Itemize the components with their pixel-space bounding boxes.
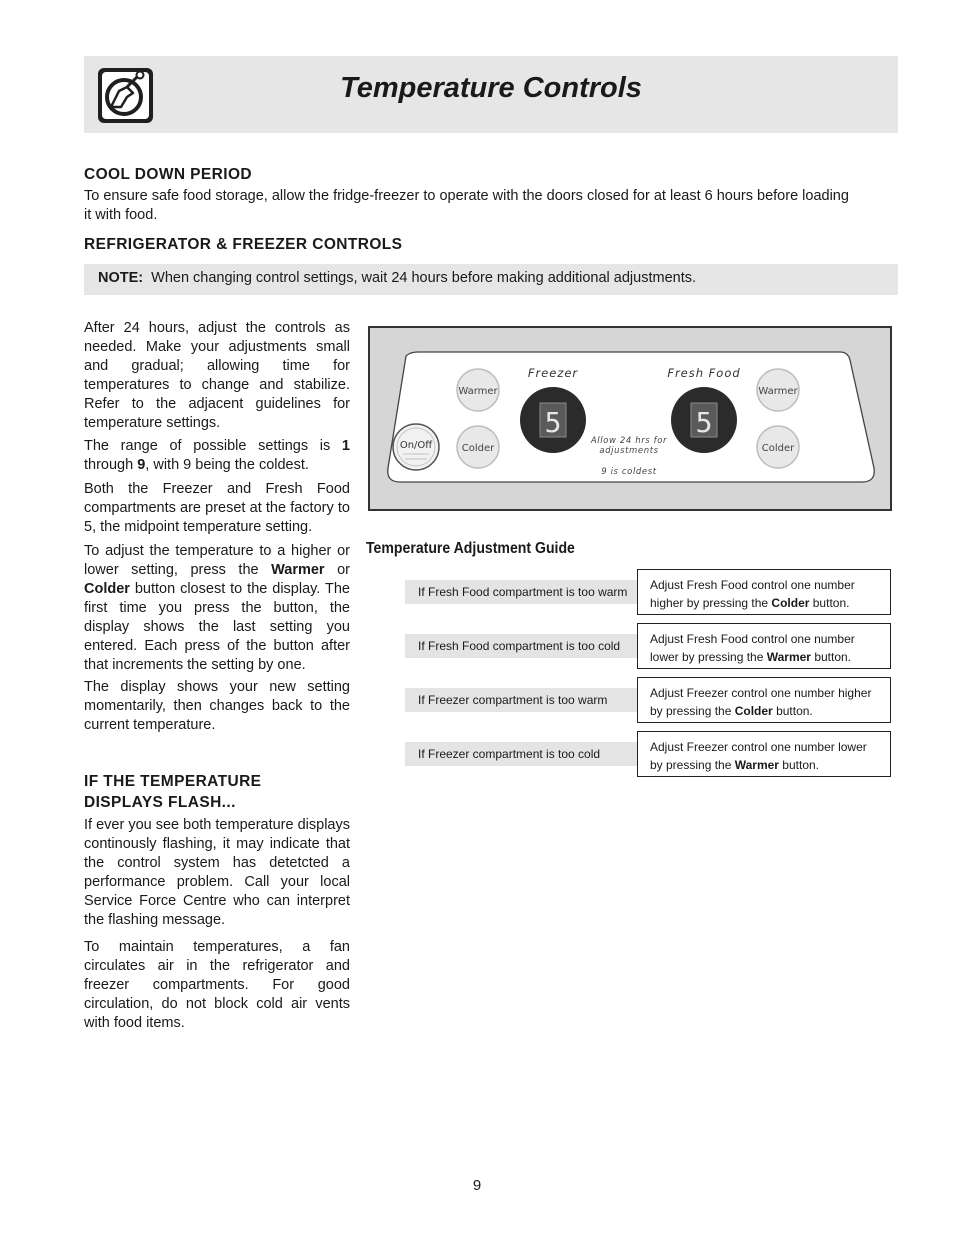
cool-down-line2: it with food.	[84, 207, 158, 223]
guide-action-4-button-name: Warmer	[734, 758, 779, 772]
press-colder: Colder	[84, 581, 130, 597]
fan-paragraph: To maintain temperatures, a fan circulates air in the refrigerator and freezer compartments. For good circulation, do not block cold air vents with food items.	[84, 939, 350, 1031]
flash-heading-line2: DISPLAYS FLASH...	[84, 794, 236, 811]
guide-action-3-suffix: button.	[772, 704, 813, 718]
press-text-a: To adjust the temperature to a higher or lower setting, press the	[84, 543, 350, 578]
note-bar	[84, 264, 898, 295]
flash-paragraph: If ever you see both temperature displays continously flashing, it may indicate that the control system has detetcted a performance problem. Call your local Service Force Centre who can interpret the flashing message.	[84, 817, 350, 928]
guide-action-2-button-name: Warmer	[766, 650, 811, 664]
guide-action-1-text: Adjust Fresh Food control one number higher by pressing the	[650, 578, 855, 610]
cool-down-line1: To ensure safe food storage, allow the fridge-freezer to operate with the doors closed for at least 6 hours before loading	[84, 188, 849, 204]
flash-heading-line1: IF THE TEMPERATURE	[84, 773, 262, 790]
controls-heading: REFRIGERATOR & FREEZER CONTROLS	[84, 236, 403, 253]
note-label: NOTE:	[98, 270, 144, 286]
guide-action-2	[637, 623, 891, 669]
guide-action-4-suffix: button.	[778, 758, 819, 772]
adjust-paragraph: After 24 hours, adjust the controls as needed. Make your adjustments small and gradual; allowing time for temperatures to change and stabilize. Refer to the adjacent guidelines for temperature settings.	[84, 320, 350, 431]
cool-down-text	[84, 187, 900, 225]
guide-action-4-text: Adjust Freezer control one number lower by pressing the	[650, 740, 867, 772]
range-min: 1	[341, 438, 350, 454]
freezer-colder-label: Colder	[461, 443, 495, 454]
control-panel-illustration	[368, 326, 892, 511]
press-warmer: Warmer	[271, 562, 325, 578]
range-max: 9	[137, 457, 146, 473]
range-paragraph	[84, 437, 350, 475]
freezer-colder-button[interactable]	[457, 426, 499, 468]
range-text-c: through	[84, 457, 138, 473]
freezer-warmer-button[interactable]	[457, 369, 499, 411]
control-panel-svg	[370, 328, 890, 509]
guide-condition-3: If Freezer compartment is too warm	[405, 688, 637, 712]
fresh-food-warmer-button[interactable]	[757, 369, 799, 411]
fresh-food-colder-label: Colder	[761, 443, 795, 454]
guide-action-1-suffix: button.	[809, 596, 850, 610]
press-text-d: button closest to the display. The first time you press the button, the display shows the last setting you entered. Each press of the button after that increments the setting by one.	[84, 581, 350, 673]
press-paragraph	[84, 542, 350, 675]
preset-paragraph: Both the Freezer and Fresh Food compartments are preset at the factory to 5, the midpoint temperature setting.	[84, 481, 350, 535]
guide-action-3-text: Adjust Freezer control one number higher by pressing the	[650, 686, 872, 718]
freezer-warmer-label: Warmer	[458, 386, 498, 397]
display-paragraph: The display shows your new setting momentarily, then changes back to the current temperature.	[84, 679, 350, 733]
guide-condition-4: If Freezer compartment is too cold	[405, 742, 637, 766]
on-off-label: On/Off	[399, 440, 433, 451]
header-bar	[84, 56, 898, 133]
cool-down-heading: COOL DOWN PERIOD	[84, 166, 253, 183]
guide-condition-1: If Fresh Food compartment is too warm	[405, 580, 637, 604]
coldest-note: 9 is coldest	[601, 467, 657, 477]
range-text-d: , with 9 being the coldest.	[145, 457, 309, 473]
guide-action-4	[637, 731, 891, 777]
page-title: Temperature Controls	[340, 72, 642, 104]
fresh-food-colder-button[interactable]	[757, 426, 799, 468]
allow-line1: Allow 24 hrs for	[590, 436, 668, 446]
on-off-button[interactable]	[393, 424, 439, 470]
guide-action-2-text: Adjust Fresh Food control one number lower by pressing the	[650, 632, 855, 664]
guide-action-1	[637, 569, 891, 615]
allow-line2: adjustments	[599, 446, 659, 456]
freezer-display-value: 5	[544, 406, 562, 439]
freezer-display	[520, 387, 586, 453]
fresh-food-display-value: 5	[695, 406, 713, 439]
note-text: When changing control settings, wait 24 hours before making additional adjustments.	[151, 270, 697, 286]
page-number: 9	[472, 1177, 482, 1194]
guide-title: Temperature Adjustment Guide	[366, 540, 575, 557]
flash-heading	[84, 771, 261, 813]
range-text-a: The range of possible settings is	[84, 438, 342, 454]
guide-action-3-button-name: Colder	[734, 704, 773, 718]
guide-condition-2: If Fresh Food compartment is too cold	[405, 634, 637, 658]
freezer-label: Freezer	[527, 366, 579, 380]
fresh-food-label: Fresh Food	[667, 366, 741, 380]
guide-action-3	[637, 677, 891, 723]
fresh-food-warmer-label: Warmer	[758, 386, 798, 397]
guide-action-1-button-name: Colder	[771, 596, 810, 610]
fresh-food-display	[671, 387, 737, 453]
press-text-c: or	[324, 562, 350, 578]
guide-action-2-suffix: button.	[810, 650, 852, 664]
